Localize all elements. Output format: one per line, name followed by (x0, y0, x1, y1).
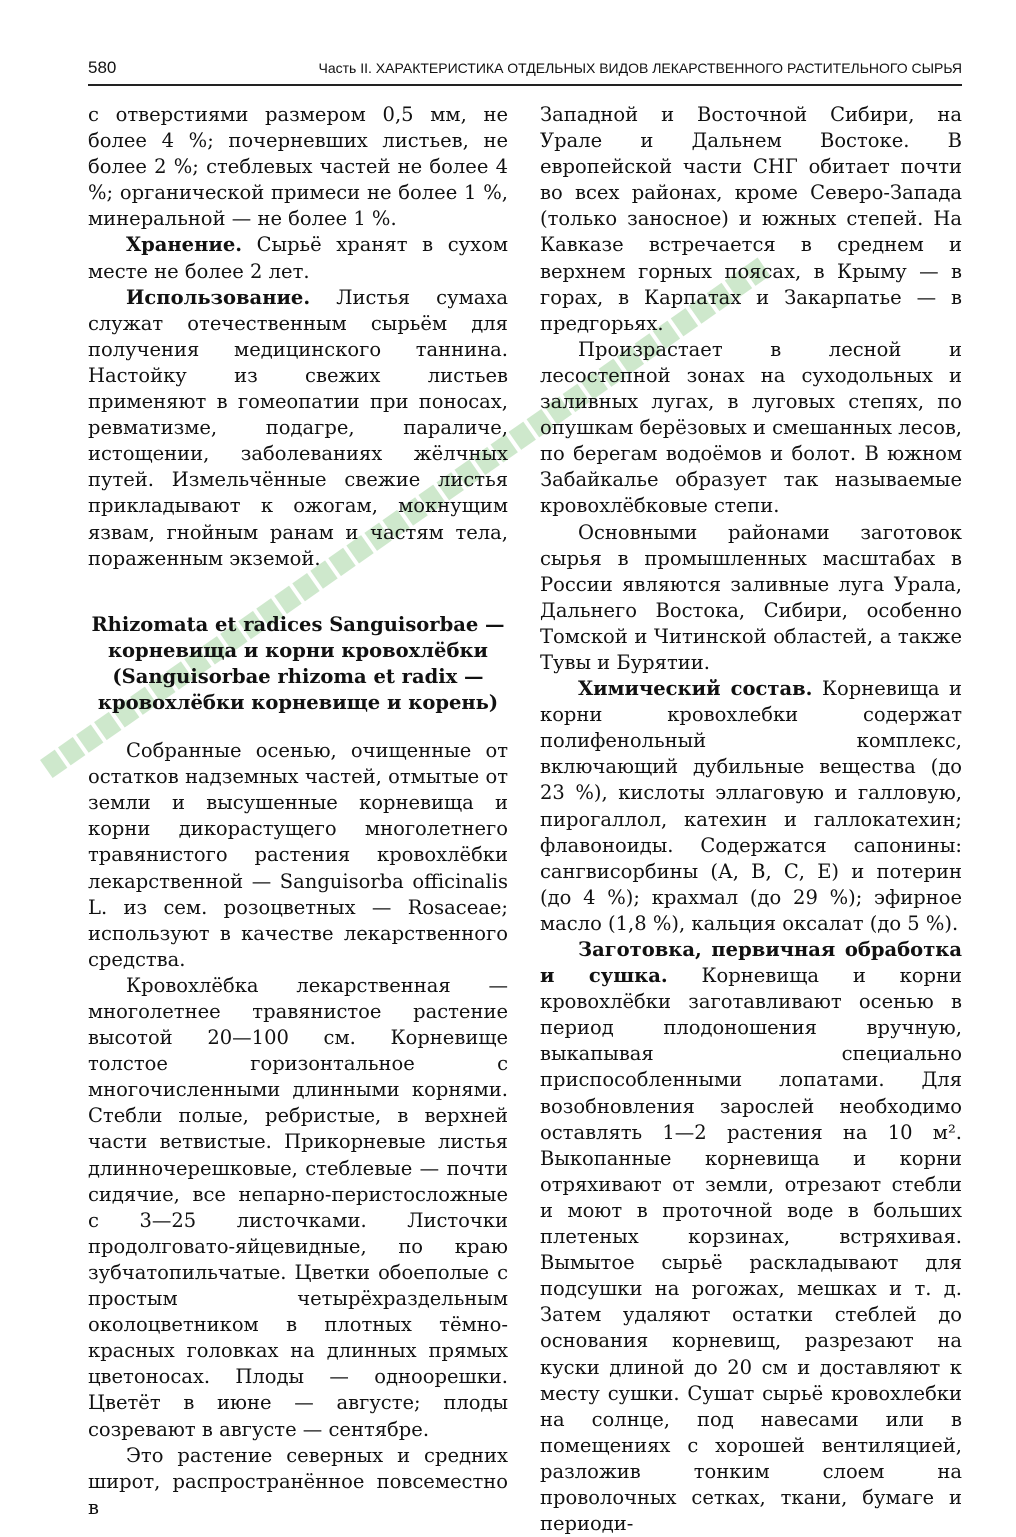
paragraph: Западной и Восточной Сибири, на Урале и Дальнем Востоке. В европейской части СНГ обитает почти во всех районах, кроме Северо-Запада (только заносное) и южных степей. На Кавказе встречается в среднем и верхнем горных поясах, в Крыму — в горах, в Карпатах и Закарпатье — в предгорьях. (540, 103, 962, 335)
left-column (88, 102, 508, 1521)
paragraph: Кровохлёбка лекарственная — многолетнее травянистое растение высотой 20—100 см. Корневище толстое горизонтальное с многочисленными длинными корнями. Стебли полые, ребристые, в верхней части ветвистые. Прикорневые листья длинночерешковые, стеблевые — почти сидячие, все непарно-перистосложные с 3—25 листочками. Листочки продолговато-яйцевидные, по краю зубчатопильчатые. Цветки обоеполые с простым четырёхраздельным околоцветником в плотных тёмно-красных головках на длинных прямых цветоносах. Плоды — одноорешки. Цветёт в июне — августе; плоды созревают в августе — сентябре. (88, 973, 508, 1441)
paragraph: Использование. Листья сумаха служат отечественным сырьём для получения медицинского таннина. Настойку из свежих листьев применяют в гомеопатии при поносах, ревматизме, подагре, параличе, истощении, заболеваниях жёлчных путей. Измельчённые свежие листья прикладывают к ожогам, мокнущим язвам, гнойным ранам и частям тела, пораженным экземой. (88, 285, 508, 570)
right-column (540, 102, 962, 1537)
paragraph: Хранение. Сырьё хранят в сухом месте не более 2 лет. (88, 233, 508, 283)
section-title: Rhizomata et radices Sanguisorbae — корневища и корни кровохлёбки (Sanguisorbae rhizoma et radix — кровохлёбки корневище и корень) (91, 612, 505, 714)
page-number: 580 (88, 58, 117, 77)
paragraph: Собранные осенью, очищенные от остатков надземных частей, отмытые от земли и высушенные корневища и корни дикорастущего многолетнего травянистого растения кровохлёбки лекарственной — Sanguisorba officinalis L. из сем. розоцветных — Rosaceae; используют в качестве лекарственного средства. (88, 739, 508, 971)
running-title: Часть II. ХАРАКТЕРИСТИКА ОТДЕЛЬНЫХ ВИДОВ ЛЕКАРСТВЕННОГО РАСТИТЕЛЬНОГО СЫРЬЯ (318, 60, 962, 76)
paragraph: Основными районами заготовок сырья в промышленных масштабах в России являются заливные луга Урала, Дальнего Востока, Сибири, особенно Томской и Читинской областей, а также Тувы и Бурятии. (540, 520, 962, 674)
paragraph: Химический состав. Корневища и корни кровохлебки содержат полифенольный комплекс, включающий дубильные вещества (до 23 %), кислоты эллаговую и галловую, пирогаллол, катехин и галлокатехин; флавоноиды. Содержатся сапонины: сангвисорбины (А, В, С, Е) и потерин (до 4 %); крахмал (до 29 %); эфирное масло (1,8 %), кальция оксалат (до 5 %). (540, 677, 963, 935)
paragraph: Это растение северных и средних широт, распространённое повсеместно в (88, 1443, 508, 1519)
paragraph: Заготовка, первичная обработка и сушка. Корневища и корни кровохлёбки заготавливают осенью в период плодоношения вручную, выкапывая специально приспособленными лопатами. Для возобновления зарослей необходимо оставлять 1—2 растения на 10 м². Выкопанные корневища и корни отряхивают от земли, отрезают стебли и моют в проточной воде в больших плетеных корзинах, встряхивая. Вымытое сырьё раскладывают для подсушки на рогожах, мешках и т. д. Затем удаляют остатки стеблей до основания корневищ, разрезают на куски длиной до 20 см и доставляют к месту сушки. Сушат сырьё кровохлебки на солнце, под навесами или в помещениях с хорошей вентиляцией, разложив тонким слоем на проволочных сетках, ткани, бумаге и периоди- (540, 938, 963, 1536)
page-header (88, 56, 962, 86)
paragraph: Произрастает в лесной и лесостепной зонах на суходольных и заливных лугах, в луговых степях, по опушкам берёзовых и смешанных лесов, по берегам водоёмов и болот. В южном Забайкалье образует так называемые кровохлёбковые степи. (540, 337, 962, 518)
paragraph: с отверстиями размером 0,5 мм, не более 4 %; почерневших листьев, не более 2 %; стеблевых частей не более 4 %; органической примеси не более 1 %, минеральной — не более 1 %. (88, 103, 508, 231)
